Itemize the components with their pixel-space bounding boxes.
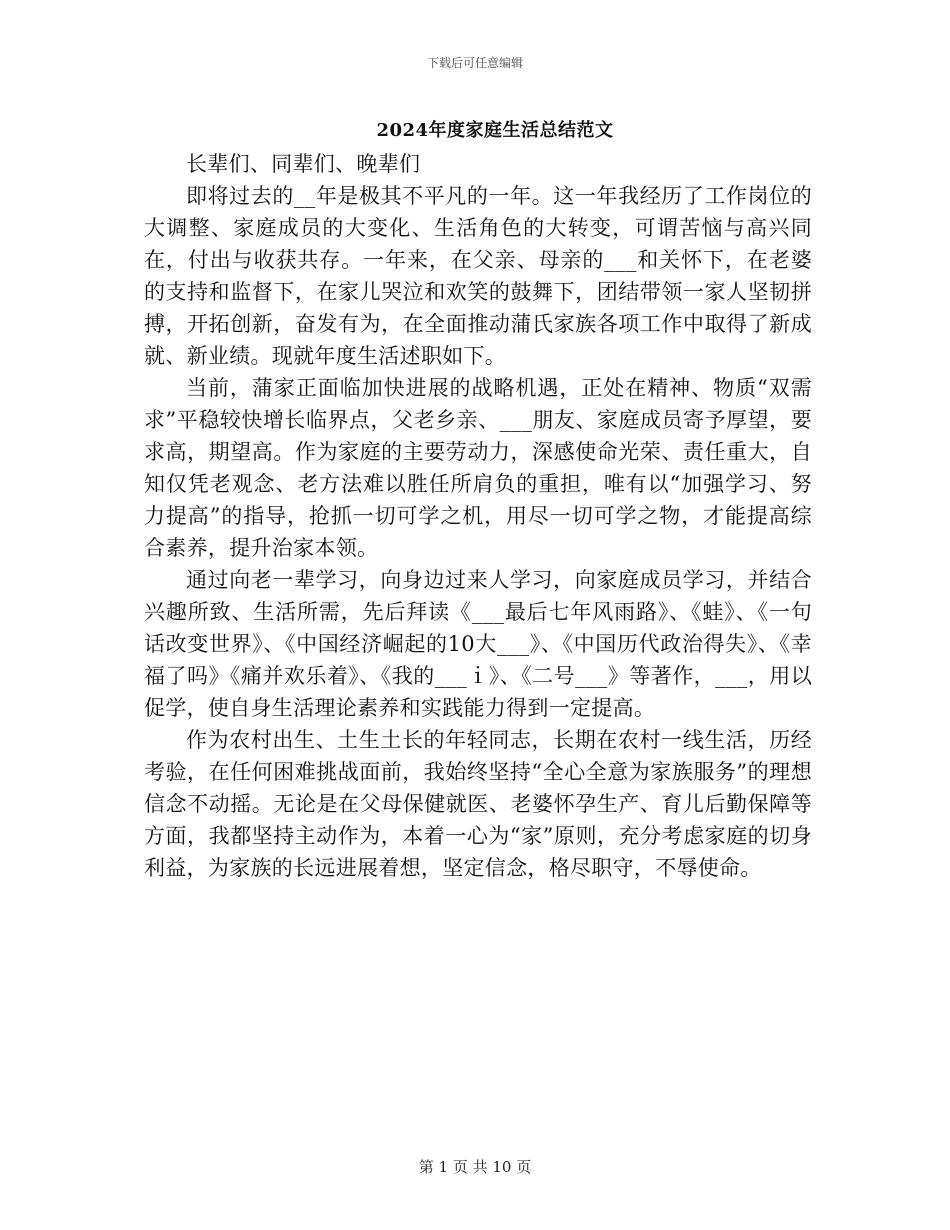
body-paragraph-4: 作为农村出生、土生土长的年轻同志，长期在农村一线生活，历经考验，在任何困难挑战面前，我始终坚持“全心全意为家族服务”的理想信念不动摇。无论是在父母保健就医、老婆怀孕生产、育儿后勤保障等方面，我都坚持主动作为，本着一心为“家”原则，充分考虑家庭的切身利益，为家族的长远进展着想，坚定信念，格尽职守，不辱使命。 bbox=[144, 728, 812, 880]
page-number-indicator: 第 1 页 共 10 页 bbox=[418, 1158, 532, 1176]
document-body bbox=[144, 148, 812, 884]
body-paragraph-1: 即将过去的__年是极其不平凡的一年。这一年我经历了工作岗位的大调整、家庭成员的大变化、生活角色的大转变，可谓苦恼与高兴同在，付出与收获共存。一年来，在父亲、母亲的___和关怀下，在老婆的支持和监督下，在家儿哭泣和欢笑的鼓舞下，团结带领一家人坚韧拼搏，开拓创新，奋发有为，在全面推动蒲氏家族各项工作中取得了新成就、新业绩。现就年度生活述职如下。 bbox=[144, 184, 812, 368]
page-header-note: 下载后可任意编辑 bbox=[426, 56, 523, 70]
body-paragraph-2: 当前，蒲家正面临加快进展的战略机遇，正处在精神、物质“双需求”平稳较快增长临界点，父老乡亲、___朋友、家庭成员寄予厚望，要求高，期望高。作为家庭的主要劳动力，深感使命光荣、责任重大，自知仅凭老观念、老方法难以胜任所肩负的重担，唯有以“加强学习、努力提高”的指导，抢抓一切可学之机，用尽一切可学之物，才能提高综合素养，提升治家本领。 bbox=[144, 376, 812, 560]
document-title: 2024年度家庭生活总结范文 bbox=[376, 120, 614, 141]
salutation-paragraph: 长辈们、同辈们、晚辈们 bbox=[186, 152, 421, 176]
body-paragraph-3: 通过向老一辈学习，向身边过来人学习，向家庭成员学习，并结合兴趣所致、生活所需，先后拜读《___最后七年风雨路》、《蛙》、《一句话改变世界》、《中国经济崛起的10大___》、《中国历代政治得失》、《幸福了吗》《痛并欢乐着》、《我的___ｉ》、《二号___》等著作，___，用以促学，使自身生活理论素养和实践能力得到一定提高。 bbox=[144, 568, 812, 720]
